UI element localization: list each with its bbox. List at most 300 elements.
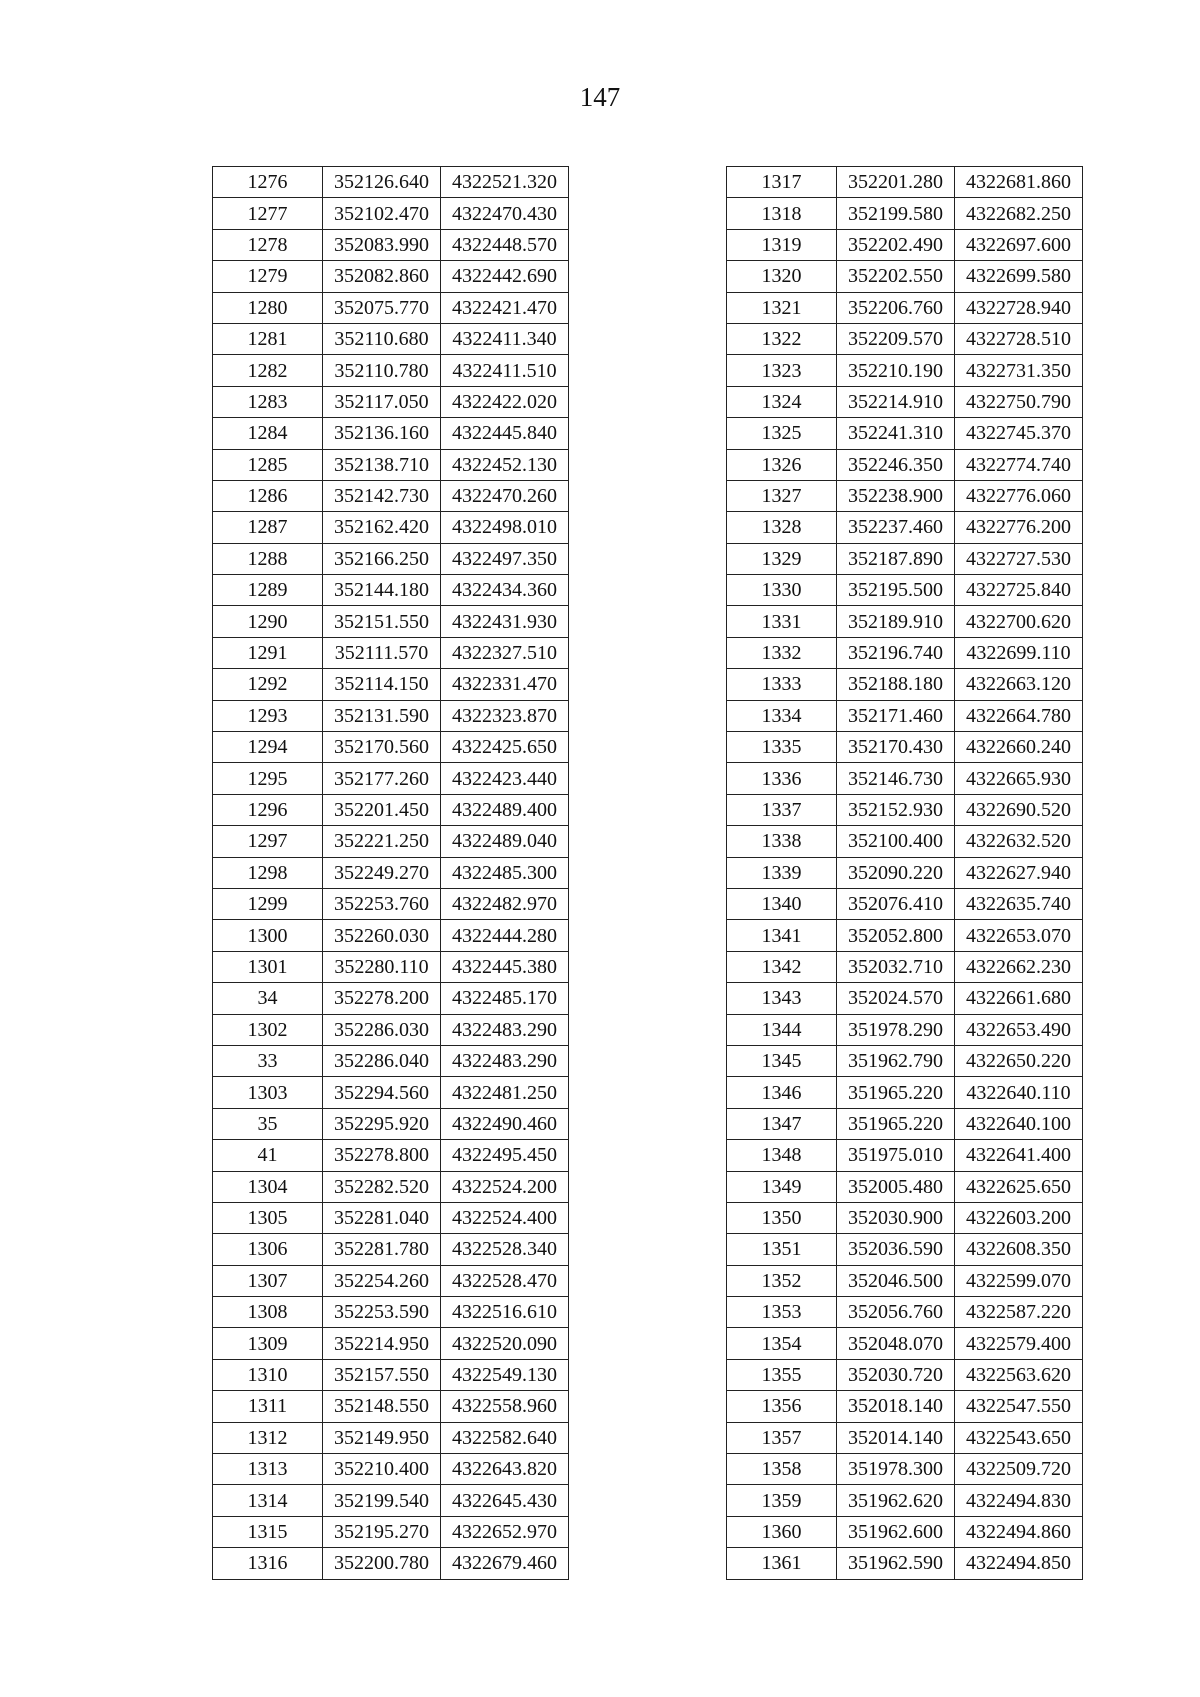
x-coordinate-cell: 352100.400 [837, 826, 955, 857]
table-row [727, 418, 1083, 449]
x-coordinate-cell: 352117.050 [323, 386, 441, 417]
x-coordinate-cell: 351962.590 [837, 1548, 955, 1579]
point-number-cell: 1321 [727, 292, 837, 323]
table-row [213, 386, 569, 417]
x-coordinate-cell: 352214.910 [837, 386, 955, 417]
coordinates-table-left-body [213, 167, 569, 1580]
point-number-cell: 1319 [727, 229, 837, 260]
x-coordinate-cell: 352102.470 [323, 198, 441, 229]
y-coordinate-cell: 4322627.940 [955, 857, 1083, 888]
x-coordinate-cell: 352187.890 [837, 543, 955, 574]
point-number-cell: 1278 [213, 229, 323, 260]
point-number-cell: 1302 [213, 1014, 323, 1045]
table-row [213, 732, 569, 763]
point-number-cell: 1330 [727, 575, 837, 606]
y-coordinate-cell: 4322494.850 [955, 1548, 1083, 1579]
x-coordinate-cell: 352253.760 [323, 888, 441, 919]
x-coordinate-cell: 352030.900 [837, 1202, 955, 1233]
x-coordinate-cell: 352056.760 [837, 1297, 955, 1328]
table-row [727, 888, 1083, 919]
point-number-cell: 1314 [213, 1485, 323, 1516]
point-number-cell: 1336 [727, 763, 837, 794]
table-row [213, 1359, 569, 1390]
point-number-cell: 1337 [727, 794, 837, 825]
y-coordinate-cell: 4322444.280 [441, 920, 569, 951]
y-coordinate-cell: 4322489.400 [441, 794, 569, 825]
table-row [213, 355, 569, 386]
y-coordinate-cell: 4322524.200 [441, 1171, 569, 1202]
point-number-cell: 1295 [213, 763, 323, 794]
x-coordinate-cell: 352048.070 [837, 1328, 955, 1359]
x-coordinate-cell: 351962.600 [837, 1516, 955, 1547]
y-coordinate-cell: 4322632.520 [955, 826, 1083, 857]
y-coordinate-cell: 4322653.070 [955, 920, 1083, 951]
x-coordinate-cell: 352083.990 [323, 229, 441, 260]
point-number-cell: 1316 [213, 1548, 323, 1579]
table-row [727, 1014, 1083, 1045]
x-coordinate-cell: 351978.300 [837, 1454, 955, 1485]
y-coordinate-cell: 4322603.200 [955, 1202, 1083, 1233]
y-coordinate-cell: 4322679.460 [441, 1548, 569, 1579]
table-row [727, 669, 1083, 700]
x-coordinate-cell: 352142.730 [323, 480, 441, 511]
table-row [213, 606, 569, 637]
x-coordinate-cell: 352149.950 [323, 1422, 441, 1453]
y-coordinate-cell: 4322608.350 [955, 1234, 1083, 1265]
point-number-cell: 1284 [213, 418, 323, 449]
point-number-cell: 1299 [213, 888, 323, 919]
y-coordinate-cell: 4322442.690 [441, 261, 569, 292]
table-row [727, 323, 1083, 354]
point-number-cell: 1320 [727, 261, 837, 292]
point-number-cell: 1297 [213, 826, 323, 857]
point-number-cell: 1345 [727, 1045, 837, 1076]
point-number-cell: 1311 [213, 1391, 323, 1422]
point-number-cell: 35 [213, 1108, 323, 1139]
y-coordinate-cell: 4322528.470 [441, 1265, 569, 1296]
x-coordinate-cell: 352241.310 [837, 418, 955, 449]
y-coordinate-cell: 4322635.740 [955, 888, 1083, 919]
x-coordinate-cell: 352126.640 [323, 167, 441, 198]
point-number-cell: 1352 [727, 1265, 837, 1296]
table-row [727, 261, 1083, 292]
table-row [213, 1234, 569, 1265]
table-row [727, 1516, 1083, 1547]
y-coordinate-cell: 4322652.970 [441, 1516, 569, 1547]
y-coordinate-cell: 4322697.600 [955, 229, 1083, 260]
table-row [727, 1045, 1083, 1076]
table-row [213, 323, 569, 354]
point-number-cell: 1325 [727, 418, 837, 449]
table-row [727, 794, 1083, 825]
point-number-cell: 1335 [727, 732, 837, 763]
point-number-cell: 1317 [727, 167, 837, 198]
point-number-cell: 1353 [727, 1297, 837, 1328]
point-number-cell: 1360 [727, 1516, 837, 1547]
point-number-cell: 1343 [727, 983, 837, 1014]
y-coordinate-cell: 4322641.400 [955, 1140, 1083, 1171]
y-coordinate-cell: 4322485.170 [441, 983, 569, 1014]
y-coordinate-cell: 4322728.940 [955, 292, 1083, 323]
point-number-cell: 1334 [727, 700, 837, 731]
x-coordinate-cell: 352090.220 [837, 857, 955, 888]
table-row [213, 763, 569, 794]
table-row [213, 1265, 569, 1296]
y-coordinate-cell: 4322661.680 [955, 983, 1083, 1014]
table-row [727, 637, 1083, 668]
y-coordinate-cell: 4322690.520 [955, 794, 1083, 825]
point-number-cell: 1361 [727, 1548, 837, 1579]
x-coordinate-cell: 352201.280 [837, 167, 955, 198]
table-row [213, 826, 569, 857]
y-coordinate-cell: 4322640.110 [955, 1077, 1083, 1108]
x-coordinate-cell: 352196.740 [837, 637, 955, 668]
y-coordinate-cell: 4322725.840 [955, 575, 1083, 606]
point-number-cell: 1339 [727, 857, 837, 888]
point-number-cell: 1305 [213, 1202, 323, 1233]
y-coordinate-cell: 4322645.430 [441, 1485, 569, 1516]
y-coordinate-cell: 4322470.430 [441, 198, 569, 229]
point-number-cell: 1285 [213, 449, 323, 480]
x-coordinate-cell: 352210.190 [837, 355, 955, 386]
point-number-cell: 1340 [727, 888, 837, 919]
x-coordinate-cell: 352210.400 [323, 1454, 441, 1485]
x-coordinate-cell: 352201.450 [323, 794, 441, 825]
x-coordinate-cell: 352136.160 [323, 418, 441, 449]
point-number-cell: 1342 [727, 951, 837, 982]
x-coordinate-cell: 352138.710 [323, 449, 441, 480]
x-coordinate-cell: 352146.730 [837, 763, 955, 794]
x-coordinate-cell: 352286.030 [323, 1014, 441, 1045]
table-row [727, 229, 1083, 260]
x-coordinate-cell: 352295.920 [323, 1108, 441, 1139]
table-row [213, 1328, 569, 1359]
table-row [727, 857, 1083, 888]
point-number-cell: 1323 [727, 355, 837, 386]
table-row [727, 543, 1083, 574]
y-coordinate-cell: 4322520.090 [441, 1328, 569, 1359]
table-row [727, 1328, 1083, 1359]
point-number-cell: 1282 [213, 355, 323, 386]
y-coordinate-cell: 4322563.620 [955, 1359, 1083, 1390]
point-number-cell: 1310 [213, 1359, 323, 1390]
x-coordinate-cell: 351965.220 [837, 1077, 955, 1108]
y-coordinate-cell: 4322490.460 [441, 1108, 569, 1139]
x-coordinate-cell: 352238.900 [837, 480, 955, 511]
y-coordinate-cell: 4322699.110 [955, 637, 1083, 668]
table-row [727, 826, 1083, 857]
x-coordinate-cell: 351978.290 [837, 1014, 955, 1045]
y-coordinate-cell: 4322521.320 [441, 167, 569, 198]
table-row [727, 167, 1083, 198]
point-number-cell: 1291 [213, 637, 323, 668]
table-row [727, 732, 1083, 763]
y-coordinate-cell: 4322643.820 [441, 1454, 569, 1485]
x-coordinate-cell: 352036.590 [837, 1234, 955, 1265]
coordinates-table-right [726, 166, 1083, 1580]
table-row [727, 1391, 1083, 1422]
table-row [213, 1077, 569, 1108]
x-coordinate-cell: 352280.110 [323, 951, 441, 982]
y-coordinate-cell: 4322482.970 [441, 888, 569, 919]
table-row [213, 983, 569, 1014]
point-number-cell: 1348 [727, 1140, 837, 1171]
table-row [727, 1297, 1083, 1328]
x-coordinate-cell: 352253.590 [323, 1297, 441, 1328]
y-coordinate-cell: 4322445.380 [441, 951, 569, 982]
point-number-cell: 1298 [213, 857, 323, 888]
y-coordinate-cell: 4322434.360 [441, 575, 569, 606]
y-coordinate-cell: 4322423.440 [441, 763, 569, 794]
point-number-cell: 1350 [727, 1202, 837, 1233]
point-number-cell: 1347 [727, 1108, 837, 1139]
table-row [727, 1140, 1083, 1171]
x-coordinate-cell: 352249.270 [323, 857, 441, 888]
point-number-cell: 1296 [213, 794, 323, 825]
y-coordinate-cell: 4322700.620 [955, 606, 1083, 637]
x-coordinate-cell: 352278.800 [323, 1140, 441, 1171]
y-coordinate-cell: 4322528.340 [441, 1234, 569, 1265]
x-coordinate-cell: 352246.350 [837, 449, 955, 480]
y-coordinate-cell: 4322558.960 [441, 1391, 569, 1422]
x-coordinate-cell: 352157.550 [323, 1359, 441, 1390]
point-number-cell: 1301 [213, 951, 323, 982]
table-row [727, 198, 1083, 229]
point-number-cell: 1351 [727, 1234, 837, 1265]
x-coordinate-cell: 352281.780 [323, 1234, 441, 1265]
x-coordinate-cell: 352202.550 [837, 261, 955, 292]
point-number-cell: 34 [213, 983, 323, 1014]
x-coordinate-cell: 351962.790 [837, 1045, 955, 1076]
point-number-cell: 1286 [213, 480, 323, 511]
x-coordinate-cell: 352014.140 [837, 1422, 955, 1453]
x-coordinate-cell: 352005.480 [837, 1171, 955, 1202]
y-coordinate-cell: 4322489.040 [441, 826, 569, 857]
x-coordinate-cell: 352171.460 [837, 700, 955, 731]
point-number-cell: 1356 [727, 1391, 837, 1422]
table-row [213, 261, 569, 292]
table-row [727, 1454, 1083, 1485]
y-coordinate-cell: 4322699.580 [955, 261, 1083, 292]
table-row [727, 1171, 1083, 1202]
point-number-cell: 1276 [213, 167, 323, 198]
point-number-cell: 33 [213, 1045, 323, 1076]
point-number-cell: 1290 [213, 606, 323, 637]
table-row [213, 198, 569, 229]
table-row [213, 1454, 569, 1485]
y-coordinate-cell: 4322495.450 [441, 1140, 569, 1171]
y-coordinate-cell: 4322494.830 [955, 1485, 1083, 1516]
x-coordinate-cell: 352075.770 [323, 292, 441, 323]
point-number-cell: 1277 [213, 198, 323, 229]
x-coordinate-cell: 351962.620 [837, 1485, 955, 1516]
point-number-cell: 1333 [727, 669, 837, 700]
x-coordinate-cell: 352195.270 [323, 1516, 441, 1547]
point-number-cell: 1281 [213, 323, 323, 354]
x-coordinate-cell: 352076.410 [837, 888, 955, 919]
table-row [213, 1297, 569, 1328]
table-row [727, 1108, 1083, 1139]
y-coordinate-cell: 4322579.400 [955, 1328, 1083, 1359]
point-number-cell: 1346 [727, 1077, 837, 1108]
point-number-cell: 1358 [727, 1454, 837, 1485]
table-row [213, 1548, 569, 1579]
table-row [727, 449, 1083, 480]
point-number-cell: 1315 [213, 1516, 323, 1547]
x-coordinate-cell: 351965.220 [837, 1108, 955, 1139]
x-coordinate-cell: 352221.250 [323, 826, 441, 857]
page-number: 147 [579, 82, 621, 112]
x-coordinate-cell: 352152.930 [837, 794, 955, 825]
point-number-cell: 1327 [727, 480, 837, 511]
point-number-cell: 1294 [213, 732, 323, 763]
table-row [727, 575, 1083, 606]
table-row [213, 449, 569, 480]
x-coordinate-cell: 352282.520 [323, 1171, 441, 1202]
point-number-cell: 1329 [727, 543, 837, 574]
table-row [213, 1391, 569, 1422]
point-number-cell: 1312 [213, 1422, 323, 1453]
y-coordinate-cell: 4322452.130 [441, 449, 569, 480]
table-row [727, 1422, 1083, 1453]
point-number-cell: 1344 [727, 1014, 837, 1045]
table-row [213, 480, 569, 511]
y-coordinate-cell: 4322422.020 [441, 386, 569, 417]
table-row [213, 888, 569, 919]
x-coordinate-cell: 352278.200 [323, 983, 441, 1014]
y-coordinate-cell: 4322665.930 [955, 763, 1083, 794]
x-coordinate-cell: 352082.860 [323, 261, 441, 292]
y-coordinate-cell: 4322448.570 [441, 229, 569, 260]
y-coordinate-cell: 4322660.240 [955, 732, 1083, 763]
table-row [727, 1202, 1083, 1233]
y-coordinate-cell: 4322776.200 [955, 512, 1083, 543]
x-coordinate-cell: 352030.720 [837, 1359, 955, 1390]
x-coordinate-cell: 352209.570 [837, 323, 955, 354]
x-coordinate-cell: 352144.180 [323, 575, 441, 606]
x-coordinate-cell: 352195.500 [837, 575, 955, 606]
x-coordinate-cell: 352170.430 [837, 732, 955, 763]
table-row [213, 700, 569, 731]
y-coordinate-cell: 4322323.870 [441, 700, 569, 731]
table-row [727, 512, 1083, 543]
x-coordinate-cell: 352206.760 [837, 292, 955, 323]
point-number-cell: 1313 [213, 1454, 323, 1485]
x-coordinate-cell: 352148.550 [323, 1391, 441, 1422]
y-coordinate-cell: 4322516.610 [441, 1297, 569, 1328]
y-coordinate-cell: 4322445.840 [441, 418, 569, 449]
y-coordinate-cell: 4322485.300 [441, 857, 569, 888]
y-coordinate-cell: 4322483.290 [441, 1045, 569, 1076]
point-number-cell: 1280 [213, 292, 323, 323]
y-coordinate-cell: 4322509.720 [955, 1454, 1083, 1485]
y-coordinate-cell: 4322331.470 [441, 669, 569, 700]
y-coordinate-cell: 4322327.510 [441, 637, 569, 668]
y-coordinate-cell: 4322663.120 [955, 669, 1083, 700]
table-row [213, 512, 569, 543]
y-coordinate-cell: 4322727.530 [955, 543, 1083, 574]
point-number-cell: 41 [213, 1140, 323, 1171]
y-coordinate-cell: 4322411.510 [441, 355, 569, 386]
x-coordinate-cell: 352052.800 [837, 920, 955, 951]
point-number-cell: 1303 [213, 1077, 323, 1108]
point-number-cell: 1322 [727, 323, 837, 354]
y-coordinate-cell: 4322650.220 [955, 1045, 1083, 1076]
table-row [727, 292, 1083, 323]
x-coordinate-cell: 352110.780 [323, 355, 441, 386]
y-coordinate-cell: 4322425.650 [441, 732, 569, 763]
table-row [213, 575, 569, 606]
table-row [727, 606, 1083, 637]
y-coordinate-cell: 4322750.790 [955, 386, 1083, 417]
y-coordinate-cell: 4322640.100 [955, 1108, 1083, 1139]
table-row [213, 229, 569, 260]
y-coordinate-cell: 4322431.930 [441, 606, 569, 637]
y-coordinate-cell: 4322524.400 [441, 1202, 569, 1233]
point-number-cell: 1341 [727, 920, 837, 951]
table-row [213, 1485, 569, 1516]
table-row [727, 480, 1083, 511]
table-row [213, 1045, 569, 1076]
point-number-cell: 1279 [213, 261, 323, 292]
y-coordinate-cell: 4322498.010 [441, 512, 569, 543]
table-row [213, 292, 569, 323]
x-coordinate-cell: 352032.710 [837, 951, 955, 982]
y-coordinate-cell: 4322483.290 [441, 1014, 569, 1045]
table-row [213, 794, 569, 825]
point-number-cell: 1292 [213, 669, 323, 700]
x-coordinate-cell: 352200.780 [323, 1548, 441, 1579]
x-coordinate-cell: 352170.560 [323, 732, 441, 763]
x-coordinate-cell: 352281.040 [323, 1202, 441, 1233]
table-row [213, 669, 569, 700]
table-row [727, 1077, 1083, 1108]
point-number-cell: 1338 [727, 826, 837, 857]
y-coordinate-cell: 4322653.490 [955, 1014, 1083, 1045]
point-number-cell: 1332 [727, 637, 837, 668]
table-row [213, 167, 569, 198]
table-row [213, 1014, 569, 1045]
x-coordinate-cell: 352188.180 [837, 669, 955, 700]
y-coordinate-cell: 4322411.340 [441, 323, 569, 354]
table-row [727, 1265, 1083, 1296]
point-number-cell: 1304 [213, 1171, 323, 1202]
y-coordinate-cell: 4322664.780 [955, 700, 1083, 731]
table-row [213, 1140, 569, 1171]
y-coordinate-cell: 4322582.640 [441, 1422, 569, 1453]
table-row [213, 1108, 569, 1139]
x-coordinate-cell: 352162.420 [323, 512, 441, 543]
coordinates-table-right-body [727, 167, 1083, 1580]
point-number-cell: 1307 [213, 1265, 323, 1296]
y-coordinate-cell: 4322497.350 [441, 543, 569, 574]
point-number-cell: 1283 [213, 386, 323, 417]
y-coordinate-cell: 4322745.370 [955, 418, 1083, 449]
y-coordinate-cell: 4322587.220 [955, 1297, 1083, 1328]
table-row [727, 700, 1083, 731]
table-row [727, 355, 1083, 386]
point-number-cell: 1359 [727, 1485, 837, 1516]
table-row [213, 1516, 569, 1547]
point-number-cell: 1357 [727, 1422, 837, 1453]
table-row [727, 920, 1083, 951]
x-coordinate-cell: 352166.250 [323, 543, 441, 574]
x-coordinate-cell: 352111.570 [323, 637, 441, 668]
point-number-cell: 1300 [213, 920, 323, 951]
x-coordinate-cell: 352018.140 [837, 1391, 955, 1422]
x-coordinate-cell: 352294.560 [323, 1077, 441, 1108]
x-coordinate-cell: 352202.490 [837, 229, 955, 260]
